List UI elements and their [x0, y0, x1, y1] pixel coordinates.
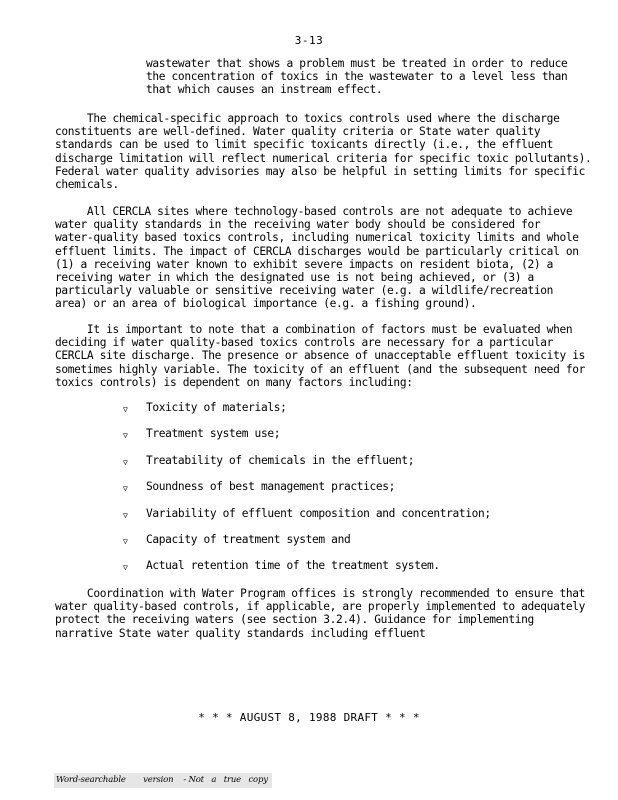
paragraph-chemical-specific: The chemical-specific approach to toxics controls used where the discharge constituents are well-defined. Water quality criteria or State water quality standards can be used to limit specific toxicants directly (i.e., the effluent discharge limitation will reflect numerical criteria for specific toxic pollutants). Federal water quality advisories may also be helpful in setting limits for specific chemicals. — [55, 112, 592, 192]
list-item-text: Treatment system use; — [146, 427, 281, 441]
triangle-bullet-icon: ▽ — [123, 431, 128, 441]
list-item-text: Capacity of treatment system and — [146, 532, 351, 546]
list-item-text: Treatability of chemicals in the effluent; — [146, 453, 415, 467]
page-number: 3-13 — [294, 34, 324, 47]
watermark-banner: Word-searchable version - Not a true copy — [54, 773, 272, 788]
triangle-bullet-icon: ▽ — [123, 536, 128, 546]
list-item-text: Toxicity of materials; — [146, 401, 287, 414]
triangle-bullet-icon: ▽ — [123, 510, 128, 520]
paragraph-combination-factors: It is important to note that a combination of factors must be evaluated when deciding if water quality-based toxics controls are necessary for a particular CERCLA site discharge. The presence or absence of unacceptable effluent toxicity is sometimes highly variable. The toxicity of an effluent (and the subsequent need for toxics controls) is dependent on many factors including: — [55, 323, 585, 389]
paragraph-cercla-sites: All CERCLA sites where technology-based controls are not adequate to achieve water quality standards in the receiving water body should be considered for water-quality based toxics controls, including numerical toxicity limits and whole effluent limits. The impact of CERCLA discharges would be particularly critical on (1) a receiving water known to exhibit severe impacts on resident biota, (2) a receiving water in which the designated use is not being achieved, or (3) a particularly valuable or sensitive receiving water (e.g. a wildlife/recreation area) or an area of biological importance (e.g. a fishing ground). — [55, 205, 579, 311]
triangle-bullet-icon: ▽ — [123, 484, 128, 494]
paragraph-coordination: Coordination with Water Program offices is strongly recommended to ensure that water quality-based controls, if applicable, are properly implemented to adequately protect the receiving waters (see section 3.2.4). Guidance for implementing narrative State water quality standards including effluent — [55, 587, 585, 640]
triangle-bullet-icon: ▽ — [123, 405, 128, 414]
list-item-text: Variability of effluent composition and concentration; — [146, 506, 491, 520]
list-item-text: Actual retention time of the treatment system. — [146, 559, 440, 573]
draft-date-footer: * * * AUGUST 8, 1988 DRAFT * * * — [198, 711, 420, 724]
triangle-bullet-icon: ▽ — [123, 457, 128, 467]
triangle-bullet-icon: ▽ — [123, 563, 128, 573]
list-item-text: Soundness of best management practices; — [146, 480, 396, 494]
paragraph-continuation: wastewater that shows a problem must be treated in order to reduce the concentration of toxics in the wastewater to a level less than that which causes an instream effect. — [146, 57, 568, 97]
